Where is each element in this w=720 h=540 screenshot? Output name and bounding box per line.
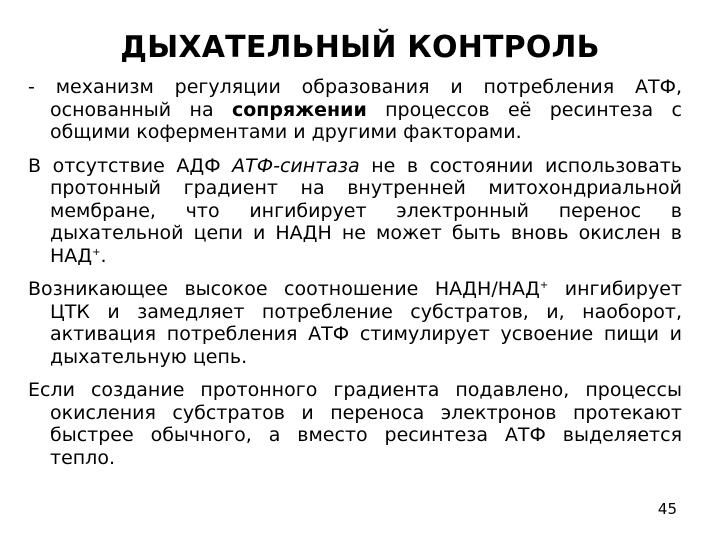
page-number: 45 [657, 500, 677, 518]
paragraph-text: ингибирует ЦТК и замедляет потребление субстратов, и, наоборот, активация потребления АТФ стимулирует усвоение пищи и дыхательную цепь. [50, 278, 682, 368]
paragraph-definition [28, 76, 682, 144]
superscript: + [539, 280, 549, 291]
emphasis-text: АТФ-синтаза [232, 154, 360, 177]
paragraph-text: Если создание протонного градиента подавлено, процессы окисления субстратов и переноса электронов протекают быстрее обычного, а вместо ресинтеза АТФ выделяется тепло. [28, 379, 682, 469]
paragraph-nadh-ratio [28, 278, 682, 368]
paragraph-text: В отсутствие АДФ [28, 154, 233, 177]
paragraph-adp-absence [28, 155, 682, 268]
paragraph-text: - механизм регуляции образования и потребления АТФ, основанный на [28, 76, 682, 121]
slide-body [28, 76, 682, 469]
paragraph-text: не в состоянии использовать протонный градиент на внутренней митохондриальной мембране, что ингибирует электронный перенос в дыхательной цепи и НАДН не может быть вновь окислен в НАД [50, 154, 682, 267]
paragraph-text: . [100, 244, 107, 267]
superscript: + [92, 246, 101, 258]
emphasis-text: сопряжении [231, 98, 367, 121]
paragraph-proton-gradient [28, 379, 682, 469]
slide-title: ДЫХАТЕЛЬНЫЙ КОНТРОЛЬ [120, 30, 600, 65]
paragraph-text: Возникающее высокое соотношение НАДН/НАД [28, 278, 540, 300]
paragraph-text: процессов её ресинтеза с общими коферментами и другими факторами. [50, 98, 682, 143]
